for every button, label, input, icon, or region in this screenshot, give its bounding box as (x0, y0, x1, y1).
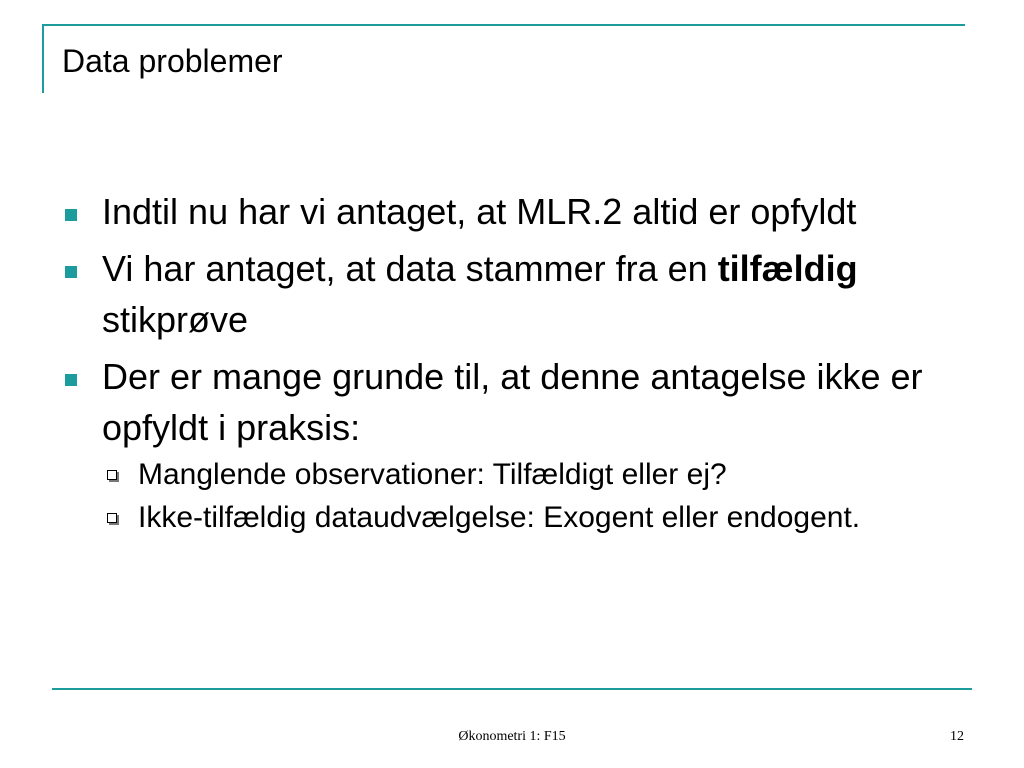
sub-bullet-item (102, 497, 962, 539)
footer-course-label: Økonometri 1: F15 (458, 729, 566, 744)
bullet-text-after: stikprøve (102, 299, 249, 340)
square-bullet-icon (65, 266, 77, 278)
sub-bullet-item (102, 454, 962, 496)
hollow-square-bullet-icon (107, 513, 117, 523)
footer-rule (52, 688, 972, 690)
slide-title: Data problemer (62, 43, 283, 79)
page-number: 12 (950, 729, 964, 744)
bullet-item (62, 243, 962, 345)
bullet-item (62, 351, 962, 539)
sub-bullet-list (102, 454, 962, 539)
bullet-emphasis: tilfældig (717, 248, 858, 289)
bullet-text: Indtil nu har vi antaget, at MLR.2 altid er opfyldt (102, 191, 857, 232)
bullet-text: Der er mange grunde til, at denne antagelse ikke er opfyldt i praksis: (102, 356, 923, 448)
sub-bullet-text: Manglende observationer: Tilfældigt eller ej? (138, 458, 727, 491)
bullet-item (62, 186, 962, 237)
hollow-square-bullet-icon (107, 470, 117, 480)
bullet-text: Vi har antaget, at data stammer fra en (102, 248, 718, 289)
title-rule-top (42, 24, 965, 26)
square-bullet-icon (65, 374, 77, 386)
title-rule-left (42, 24, 44, 93)
title-frame (42, 24, 965, 93)
sub-bullet-text: Ikke-tilfældig dataudvælgelse: Exogent eller endogent. (138, 501, 861, 534)
square-bullet-icon (65, 209, 77, 221)
bullet-list (62, 186, 962, 545)
